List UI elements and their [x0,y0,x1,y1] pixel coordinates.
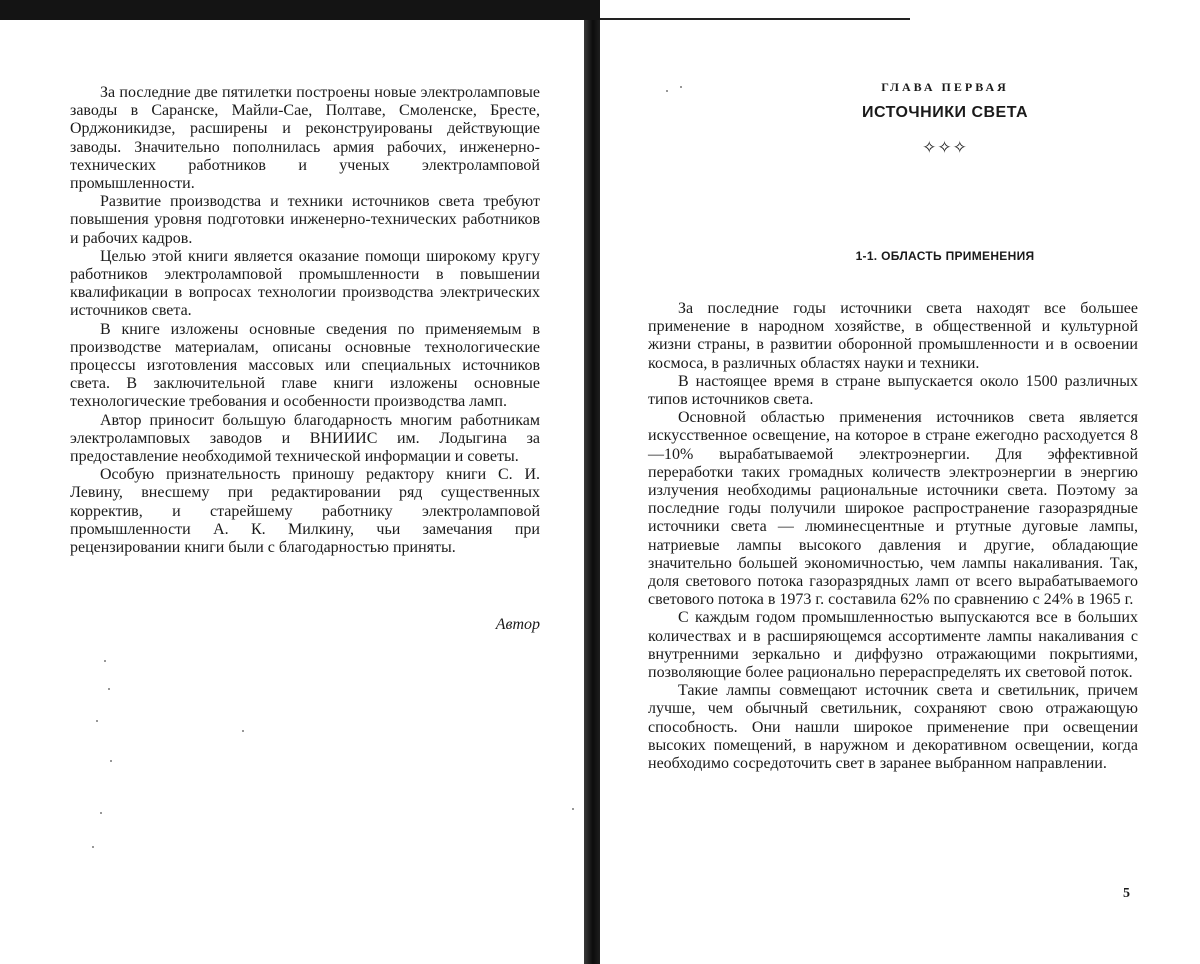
scan-speck [92,846,94,848]
chapter-paragraph-5: Такие лампы совмещают источник света и светильник, причем лучше, чем обычный светильник, сохраняют свою отражающую способность. Они нашли широкое применение при освещении высоких помещений, в наружном и декоративном освещении, когда необходимо сосредоточить свет в заранее выбранном направлении. [648,682,1138,773]
preface-text [70,84,540,557]
page-number: 5 [1123,886,1130,901]
scan-speck [108,688,110,690]
scan-speck [110,760,112,762]
preface-paragraph-2: Развитие производства и техники источников света требуют повышения уровня подготовки инженерно-технических работников и рабочих кадров. [70,193,540,247]
scan-speck [572,808,574,810]
section-title: 1-1. ОБЛАСТЬ ПРИМЕНЕНИЯ [855,249,1035,263]
chapter-paragraph-2: В настоящее время в стране выпускается около 1500 различных типов источников света. [648,372,1138,409]
preface-paragraph-6: Особую признательность приношу редактору книги С. И. Левину, внесшему при редактировании ряд существенных корректив, и старейшему работнику электроламповой промышленности А. К. Милкину, чьи замечания при рецензировании книги были с благодарностью приняты. [70,466,540,557]
preface-paragraph-1: За последние две пятилетки построены новые электроламповые заводы в Саранске, Майли-Сае, Полтаве, Смоленске, Бресте, Орджоникидзе, расширены и реконструированы действующие заводы. Значительно пополнилась армия рабочих, инженерно-технических работников и ученых электроламповой промышленности. [70,84,540,193]
chapter-label: ГЛАВА ПЕРВАЯ [881,80,1009,94]
scan-speck [242,730,244,732]
scan-speck [104,660,106,662]
scan-speck [680,86,682,88]
left-page [0,0,584,964]
chapter-paragraph-4: С каждым годом промышленностью выпускаются все в больших количествах и в расширяющемся ассортименте лампы накаливания с внутренними зеркально и диффузно отражающими покрытиями, позволяющие более рационально перераспределять их световой поток. [648,609,1138,682]
scan-speck [100,812,102,814]
preface-paragraph-3: Целью этой книги является оказание помощи широкому кругу работников электроламповой промышленности в повышении квалификации в вопросах технологии производства электрических источников света. [70,247,540,320]
chapter-paragraph-1: За последние годы источники света находят все большее применение в народном хозяйстве, в общественной и культурной жизни страны, в развитии оборонной промышленности и в освоении космоса, в различных областях науки и техники. [648,300,1138,372]
scan-speck [666,90,668,92]
preface-paragraph-4: В книге изложены основные сведения по применяемым в производстве материалам, описаны основные технологические процессы изготовления массовых или специальных источников света. В заключительной главе книги изложены основные технологические требования и особенности производства ламп. [70,320,540,411]
chapter-text [648,300,1138,773]
right-page [600,0,1200,964]
book-spine-gutter [584,20,600,964]
preface-paragraph-5: Автор приносит большую благодарность многим работникам электроламповых заводов и ВНИИИС им. Лодыгина за предоставление необходимой технической информации и советы. [70,411,540,466]
chapter-title: ИСТОЧНИКИ СВЕТА [861,104,1029,121]
scan-speck [96,720,98,722]
chapter-paragraph-3: Основной областью применения источников света является искусственное освещение, на которое в стране ежегодно расходуется 8—10% вырабатываемой электроэнергии. Для эффективной переработки таких громадных количеств электроэнергии в энергию излучения необходимы рациональные источники света. Поэтому за последние годы получили широкое распространение газоразрядные источники света — люминесцентные и ртутные дуговые лампы, натриевые лампы высокого давления и другие, обладающие значительно большей экономичностью, чем лампы накаливания. Так, доля светового потока газоразрядных ламп от всего вырабатываемого светового потока в 1973 г. составила 62% по сравнению с 24% в 1965 г. [648,409,1138,609]
ornament-diamonds-icon: ✧✧✧ [922,138,968,157]
preface-signature: Автор [495,616,540,633]
